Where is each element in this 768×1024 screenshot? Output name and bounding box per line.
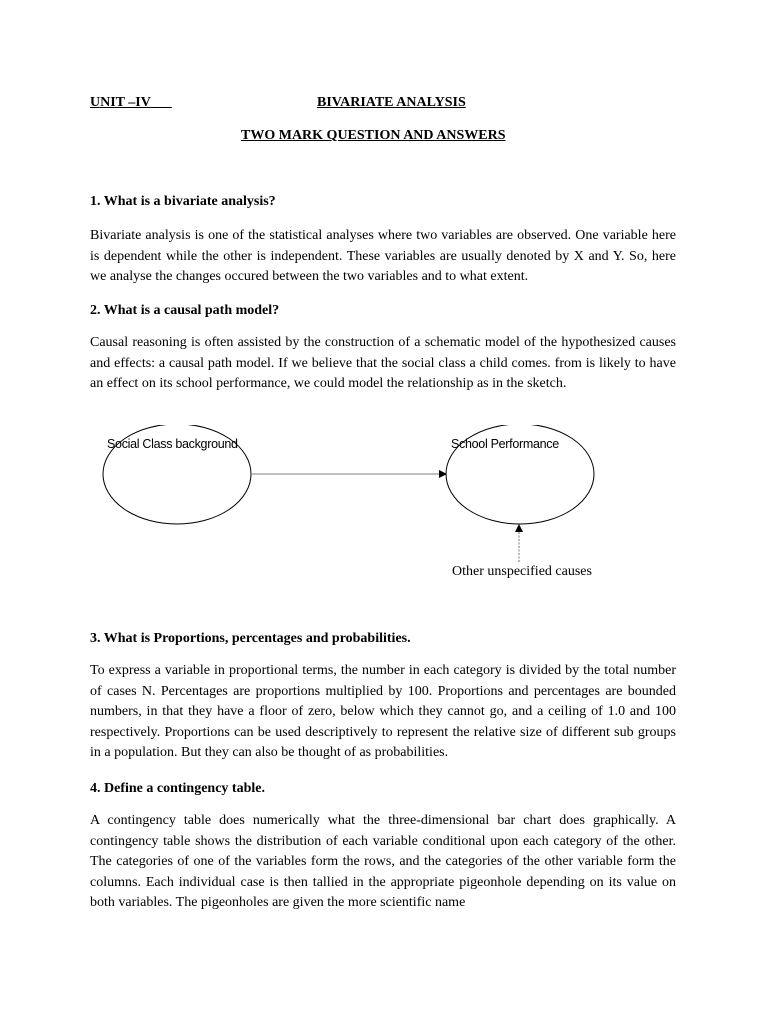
question-2-heading: 2. What is a causal path model?	[90, 303, 280, 318]
document-title: BIVARIATE ANALYSIS	[317, 95, 466, 110]
question-4-heading: 4. Define a contingency table.	[90, 781, 265, 796]
causal-path-diagram	[0, 425, 768, 595]
question-1-heading: 1. What is a bivariate analysis?	[90, 194, 276, 209]
unit-label: UNIT –IV	[90, 95, 151, 110]
question-3-heading: 3. What is Proportions, percentages and probabilities.	[90, 631, 411, 646]
question-2-answer: Causal reasoning is often assisted by the construction of a schematic model of the hypothesized causes and effects: a causal path model. If we believe that the social class a child comes. from is likely to have an effect on its school performance, we could model the relationship as in the sketch.	[90, 335, 676, 392]
question-3-answer: To express a variable in proportional terms, the number in each category is divided by the total number of cases N. Percentages are proportions multiplied by 100. Proportions and percentages are bounded numbers, in that they have a floor of zero, below which they cannot go, and a ceiling of 1.0 and 100 respectively. Proportions can be used descriptively to represent the relative size of different sub groups in a population. But they can also be thought of as probabilities.	[90, 663, 676, 761]
question-1-answer: Bivariate analysis is one of the statistical analyses where two variables are observed. One variable here is dependent while the other is independent. These variables are usually denoted by X and Y. So, here we analyse the changes occured between the two variables and to what extent.	[90, 228, 676, 285]
social-class-label: Social Class background	[107, 437, 238, 451]
document-subtitle: TWO MARK QUESTION AND ANSWERS	[241, 128, 506, 143]
school-performance-label: School Performance	[451, 437, 559, 451]
question-4-answer: A contingency table does numerically what the three-dimensional bar chart does graphically. A contingency table shows the distribution of each variable conditional upon each category of the other. The categories of one of the variables form the rows, and the categories of the other variable form the columns. Each individual case is then tallied in the appropriate pigeonhole depending on its value on both variables. The pigeonholes are given the more scientific name	[90, 813, 676, 911]
other-causes-label: Other unspecified causes	[452, 564, 592, 579]
